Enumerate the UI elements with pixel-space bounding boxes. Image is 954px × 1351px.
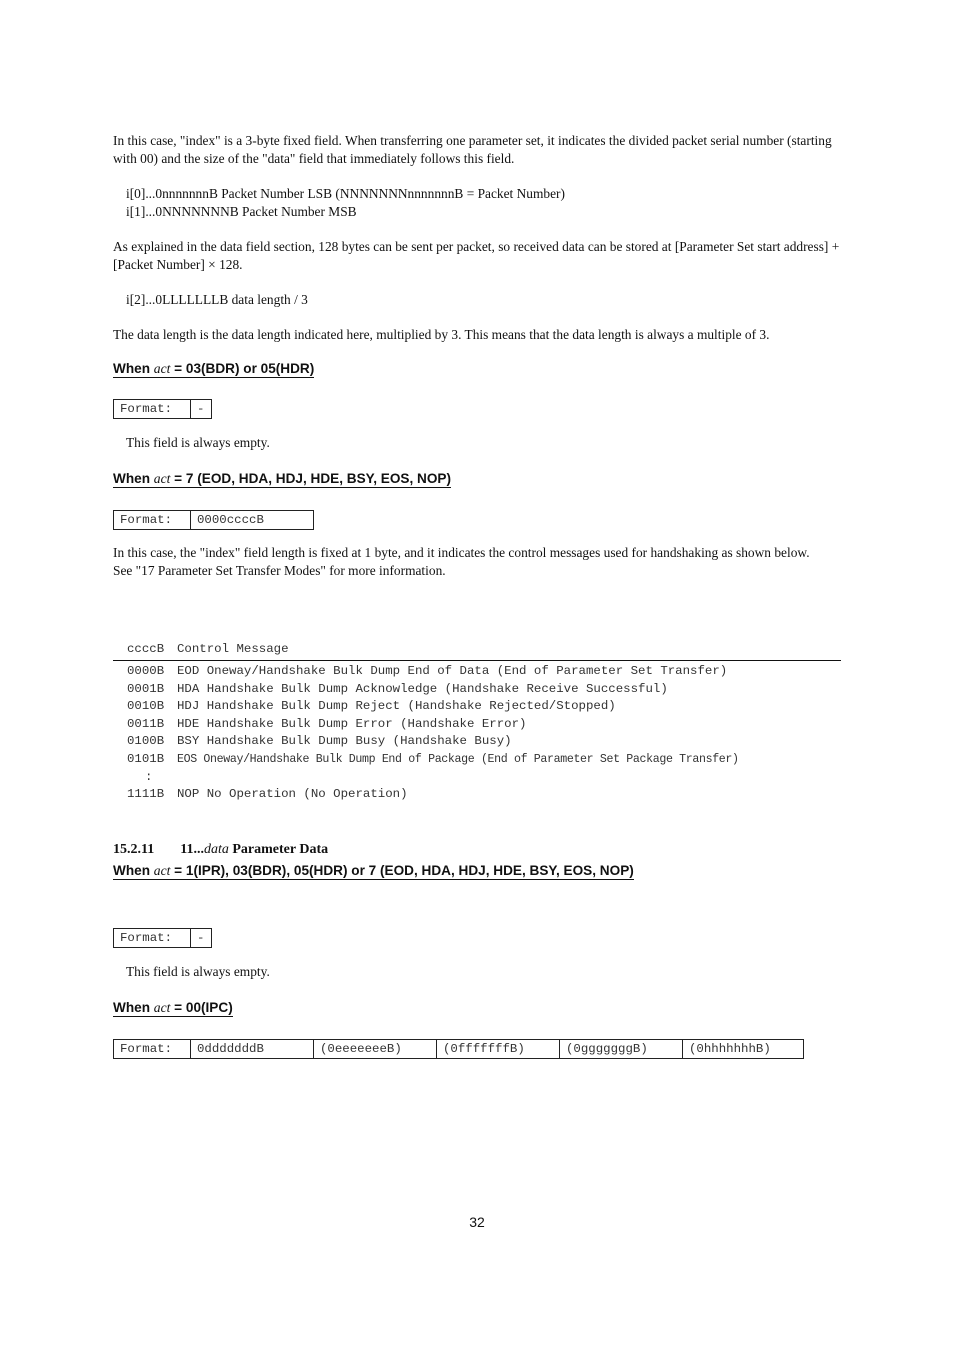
heading-data: When act = 1(IPR), 03(BDR), 05(HDR) or 7 (EOD, HDA, HDJ, HDE, BSY, EOS, NOP): [113, 863, 634, 878]
format-value: -: [191, 400, 212, 419]
heading-bdr-wrap: [113, 360, 843, 378]
format-value: -: [191, 929, 212, 948]
index-byte-0: i[0]...0nnnnnnnB Packet Number LSB (NNNNNNNnnnnnnnB = Packet Number): [126, 186, 565, 201]
heading-eod: When act = 7 (EOD, HDA, HDJ, HDE, BSY, EOS, NOP): [113, 471, 452, 486]
row-code: 0000B: [127, 664, 165, 678]
page-number: 32: [469, 1214, 485, 1230]
row-code: 0011B: [127, 716, 165, 731]
format-value: 0dddddddB: [191, 1040, 314, 1059]
format-value: 0000ccccB: [191, 511, 314, 530]
table-row: [113, 681, 841, 699]
empty-note: This field is always empty.: [126, 435, 270, 450]
row-message: HDA Handshake Bulk Dump Acknowledge (Handshake Receive Successful): [177, 681, 668, 696]
row-message: BSY Handshake Bulk Dump Busy (Handshake Busy): [177, 734, 512, 749]
format-table-data: [113, 928, 212, 948]
format-value: (0gggggggB): [560, 1040, 683, 1059]
control-description: In this case, the "index" field length is fixed at 1 byte, and it indicates the control messages used for handshaking as shown below. See "17 Parameter Set Transfer Modes" for more information.: [113, 545, 810, 578]
row-message: HDE Handshake Bulk Dump Error (Handshake Error): [177, 716, 527, 731]
format-table-bdr: [113, 399, 212, 419]
format-value: (0fffffffB): [437, 1040, 560, 1059]
format-label: Format:: [114, 511, 191, 530]
heading-ipc: When act = 00(IPC): [113, 1000, 233, 1015]
packet-paragraph: As explained in the data field section, 128 bytes can be sent per packet, so received data can be stored at [Parameter Set start address] + [Packet Number] × 128.: [113, 239, 840, 272]
heading-bdr: When act = 03(BDR) or 05(HDR): [113, 361, 315, 376]
table-row: [113, 769, 841, 787]
header-code: ccccB: [127, 642, 165, 656]
row-message: NOP No Operation (No Operation): [177, 787, 408, 802]
row-code: 1111B: [127, 787, 165, 802]
length-paragraph: The data length is the data length indicated here, multiplied by 3. This means that the data length is always a multiple of 3.: [113, 327, 770, 342]
table-row: [113, 698, 841, 716]
row-message: EOS Oneway/Handshake Bulk Dump End of Package (End of Parameter Set Package Transfer): [177, 752, 739, 766]
heading-ipc-wrap: [113, 999, 843, 1017]
table-row: [113, 751, 841, 769]
table-row: [113, 786, 841, 804]
row-code: 0101B: [127, 751, 165, 766]
index-byte-2: i[2]...0LLLLLLLB data length / 3: [126, 292, 308, 307]
row-message: EOD Oneway/Handshake Bulk Dump End of Data (End of Parameter Set Transfer): [177, 664, 728, 678]
format-table-ipc: [113, 1039, 804, 1059]
section-data: [113, 841, 843, 1059]
heading-data-wrap: [113, 862, 843, 880]
row-message: [177, 769, 841, 787]
section-title: 15.2.11 11...data Parameter Data: [113, 842, 329, 857]
row-message: HDJ Handshake Bulk Dump Reject (Handshake Rejected/Stopped): [177, 699, 616, 714]
page-body: [113, 130, 843, 580]
heading-eod-wrap: [113, 470, 843, 488]
table-row: [113, 663, 841, 681]
row-code: 0010B: [127, 699, 165, 714]
index-byte-1: i[1]...0NNNNNNNB Packet Number MSB: [126, 204, 357, 219]
row-code: 0001B: [127, 681, 165, 696]
format-label: Format:: [114, 929, 191, 948]
format-label: Format:: [114, 400, 191, 419]
header-message: Control Message: [177, 642, 289, 656]
table-row: [113, 733, 841, 751]
format-label: Format:: [114, 1040, 191, 1059]
row-code: 0100B: [127, 734, 165, 749]
table-row: [113, 716, 841, 734]
empty-note: This field is always empty.: [126, 964, 270, 979]
format-table-eod: [113, 510, 314, 530]
control-message-table: [113, 641, 841, 804]
intro-paragraph: In this case, "index" is a 3-byte fixed field. When transferring one parameter set, it indicates the divided packet serial number (starting with 00) and the size of the "data" field that immediately follows this field.: [113, 133, 832, 166]
row-code: :: [145, 769, 153, 784]
format-value: (0eeeeeeeB): [314, 1040, 437, 1059]
format-value: (0hhhhhhhB): [683, 1040, 804, 1059]
table-header: [113, 641, 841, 661]
